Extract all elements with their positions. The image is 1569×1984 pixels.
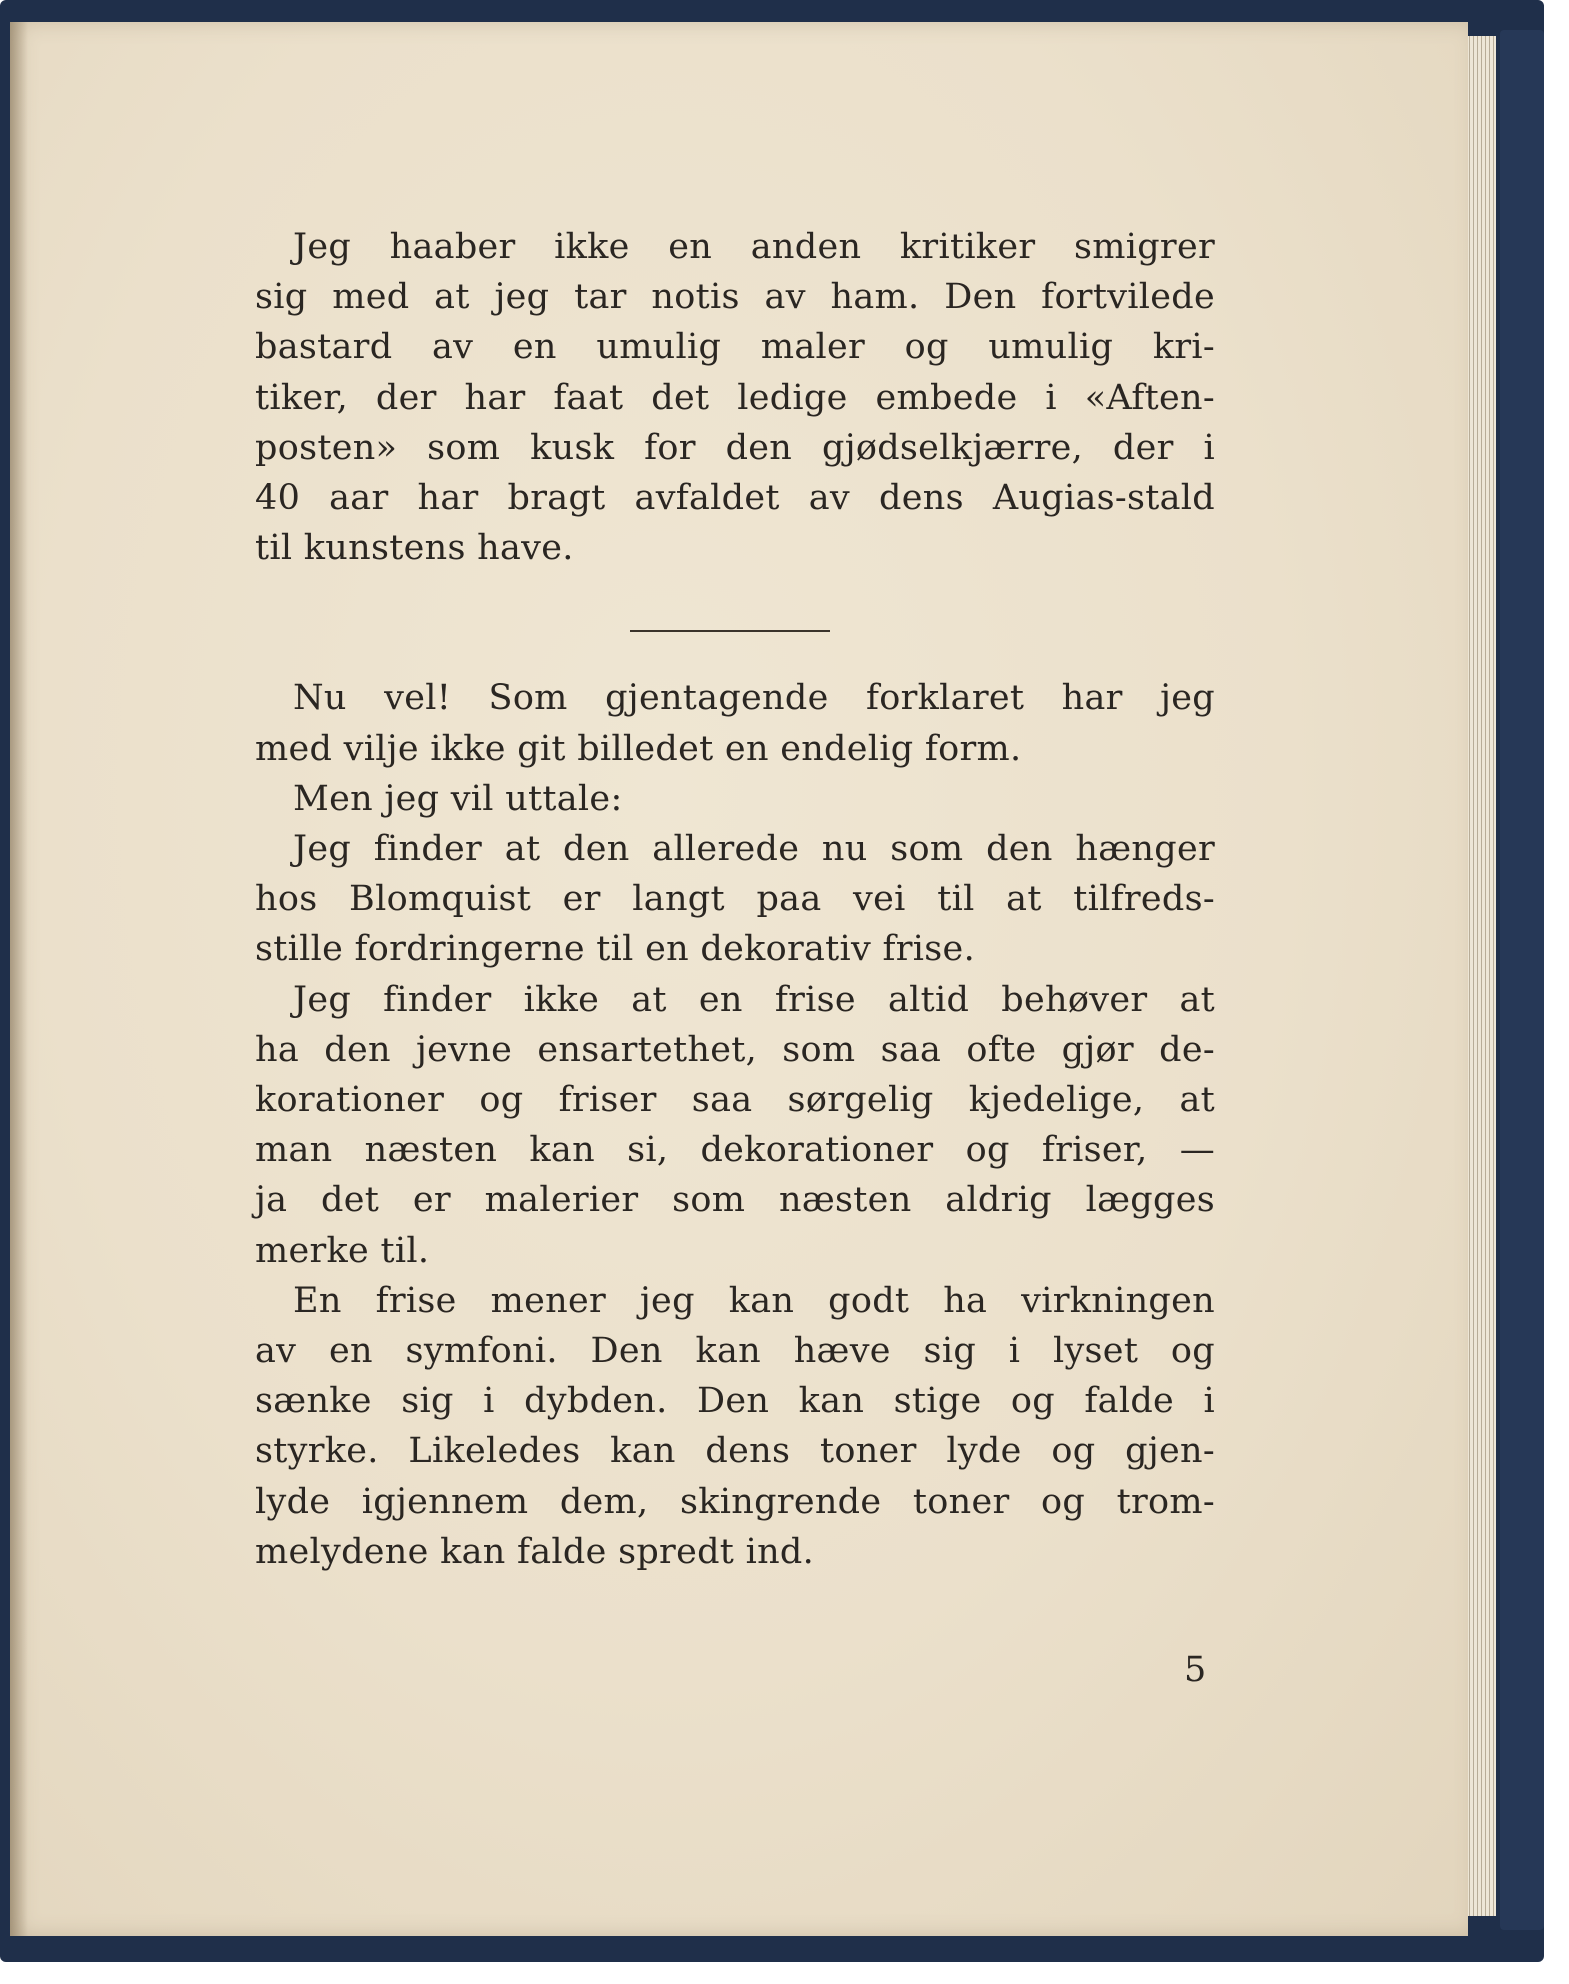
text-line: av en symfoni. Den kan hæve sig i lyset og (255, 1331, 1215, 1372)
book-spine-edge (1500, 30, 1544, 1930)
text-line: til kunstens have. (255, 528, 574, 569)
text-line: bastard av en umulig maler og umulig kri- (255, 327, 1215, 368)
text-line: tiker, der har faat det ledige embede i «Aften- (255, 377, 1215, 418)
text-line: man næsten kan si, dekorationer og friser, — (255, 1130, 1215, 1171)
text-line: styrke. Likeledes kan dens toner lyde og gjen- (255, 1431, 1215, 1472)
section-divider (630, 630, 830, 632)
text-line: med vilje ikke git billedet en endelig form. (255, 728, 1022, 769)
text-line: Jeg finder at den allerede nu som den hænger (293, 829, 1215, 870)
text-line: ja det er malerier som næsten aldrig lægges (255, 1180, 1215, 1221)
text-line: melydene kan falde spredt ind. (255, 1531, 815, 1572)
text-line: hos Blomquist er langt paa vei til at tilfreds- (255, 879, 1215, 920)
text-line: Nu vel! Som gjentagende forklaret har jeg (293, 678, 1215, 719)
text-line: sig med at jeg tar notis av ham. Den fortvilede (255, 277, 1215, 318)
text-line: Jeg finder ikke at en frise altid behøver at (293, 979, 1215, 1020)
paragraph-5 (255, 975, 1215, 1276)
text-line: sænke sig i dybden. Den kan stige og falde i (255, 1381, 1215, 1422)
paragraph-2 (255, 673, 1215, 773)
text-line: ha den jevne ensartethet, som saa ofte gjør de- (255, 1029, 1215, 1070)
text-line: En frise mener jeg kan godt ha virkningen (293, 1280, 1215, 1321)
text-line: korationer og friser saa sørgelig kjedelige, at (255, 1080, 1215, 1121)
paragraph-6 (255, 1276, 1215, 1577)
text-line: merke til. (255, 1230, 430, 1271)
text-line: Jeg haaber ikke en anden kritiker smigrer (293, 227, 1215, 267)
text-line: lyde igjennem dem, skingrende toner og trom- (255, 1481, 1215, 1522)
paragraph-1 (255, 222, 1215, 573)
page-text (255, 222, 1215, 1577)
text-line: Men jeg vil uttale: (293, 778, 623, 819)
page-number: 5 (1184, 1650, 1207, 1690)
page-gutter-shadow (10, 22, 28, 1936)
paragraph-3 (255, 774, 1215, 824)
text-line: 40 aar har bragt avfaldet av dens Augias-stald (255, 478, 1215, 519)
text-line: stille fordringerne til en dekorativ frise. (255, 929, 975, 970)
section-gap (255, 573, 1215, 673)
paragraph-4 (255, 824, 1215, 975)
text-line: posten» som kusk for den gjødselkjærre, der i (255, 427, 1215, 468)
